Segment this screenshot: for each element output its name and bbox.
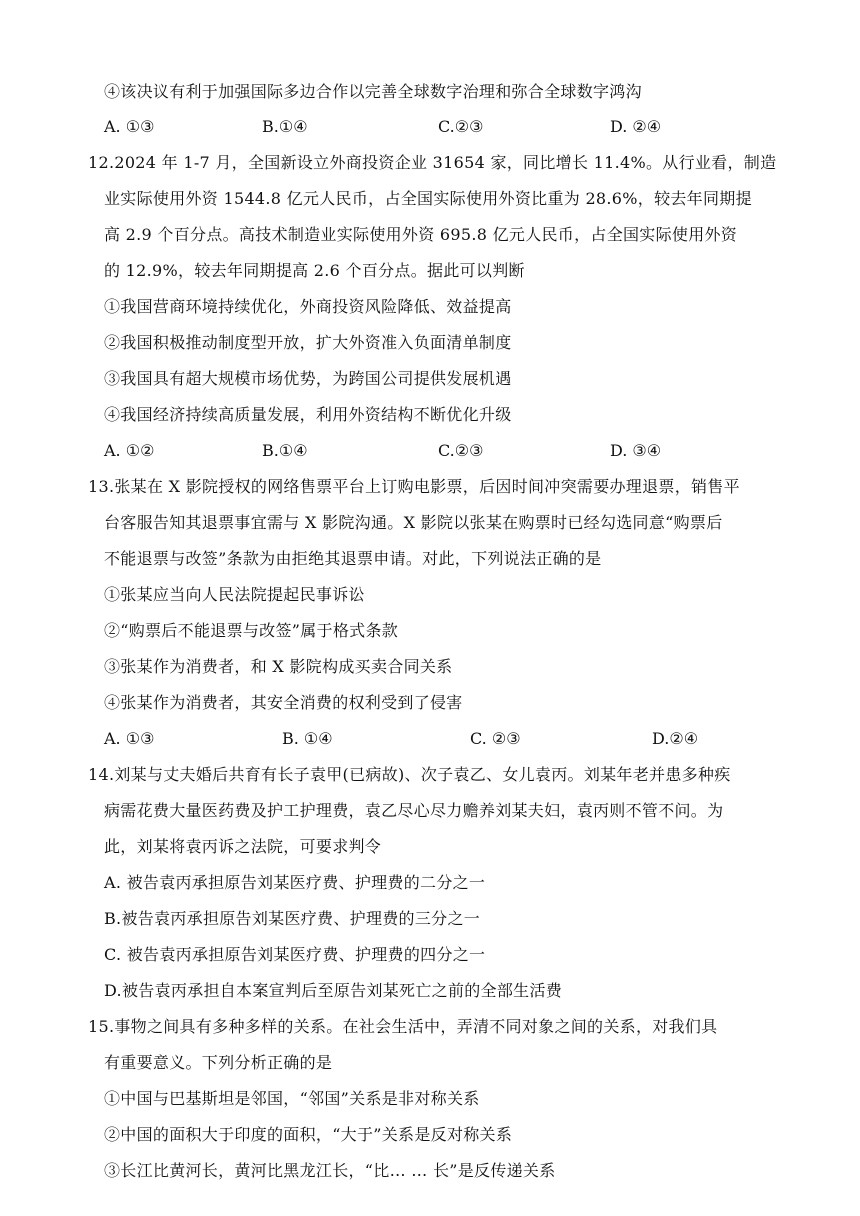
q14-stem-line-3: 此，刘某将袁丙诉之法院，可要求判令 <box>104 837 382 856</box>
q12-item-2: ②我国积极推动制度型开放，扩大外资准入负面清单制度 <box>104 333 512 352</box>
q15-item-3: ③长江比黄河长，黄河比黑龙江长，“比… … 长”是反传递关系 <box>104 1161 556 1180</box>
q12-item-1: ①我国营商环境持续优化，外商投资风险降低、效益提高 <box>104 297 512 316</box>
q14-option-c: C. 被告袁丙承担原告刘某医疗费、护理费的四分之一 <box>104 945 486 964</box>
q11-option-d: D. ②④ <box>610 117 662 136</box>
q14-stem-line-2: 病需花费大量医药费及护工护理费，袁乙尽心尽力赡养刘某夫妇，袁丙则不管不问。为 <box>104 801 724 820</box>
q12-item-4: ④我国经济持续高质量发展，利用外资结构不断优化升级 <box>104 405 512 424</box>
q11-option-b: B.①④ <box>262 117 308 136</box>
q12-option-d: D. ③④ <box>610 441 662 460</box>
q12-stem-line-4: 的 12.9%，较去年同期提高 2.6 个百分点。据此可以判断 <box>104 261 525 280</box>
q12-option-c: C.②③ <box>438 441 484 460</box>
q14-option-d: D.被告袁丙承担自本案宣判后至原告刘某死亡之前的全部生活费 <box>104 981 563 1000</box>
q12-option-b: B.①④ <box>262 441 308 460</box>
q13-stem-line-3: 不能退票与改签”条款为由拒绝其退票申请。对此，下列说法正确的是 <box>104 549 602 568</box>
q13-option-d: D.②④ <box>652 729 699 748</box>
q12-stem-line-1: 12.2024 年 1-7 月，全国新设立外商投资企业 31654 家，同比增长 11.4%。从行业看，制造 <box>88 153 777 172</box>
q13-item-2: ②“购票后不能退票与改签”属于格式条款 <box>104 621 399 640</box>
q13-item-3: ③张某作为消费者，和 X 影院构成买卖合同关系 <box>104 657 453 676</box>
q14-stem-line-1: 14.刘某与丈夫婚后共育有长子袁甲(已病故)、次子袁乙、女儿袁丙。刘某年老并患多种疾 <box>88 765 731 784</box>
q13-stem-line-1: 13.张某在 X 影院授权的网络售票平台上订购电影票，后因时间冲突需要办理退票，销售平 <box>88 477 740 496</box>
q12-item-3: ③我国具有超大规模市场优势，为跨国公司提供发展机遇 <box>104 369 512 388</box>
q12-option-a: A. ①② <box>104 441 155 460</box>
q14-option-b: B.被告袁丙承担原告刘某医疗费、护理费的三分之一 <box>104 909 481 928</box>
q13-stem-line-2: 台客服告知其退票事宜需与 X 影院沟通。X 影院以张某在购票时已经勾选同意“购票后 <box>104 513 723 532</box>
q11-item-4: ④该决议有利于加强国际多边合作以完善全球数字治理和弥合全球数字鸿沟 <box>104 82 642 101</box>
q12-stem-line-2: 业实际使用外资 1544.8 亿元人民币，占全国实际使用外资比重为 28.6%，较去年同期提 <box>104 189 752 208</box>
q13-option-b: B. ①④ <box>282 729 333 748</box>
q12-stem-line-3: 高 2.9 个百分点。高技术制造业实际使用外资 695.8 亿元人民币，占全国实际使用外资 <box>104 225 738 244</box>
q15-stem-line-2: 有重要意义。下列分析正确的是 <box>104 1053 333 1072</box>
q13-option-a: A. ①③ <box>104 729 155 748</box>
q15-item-1: ①中国与巴基斯坦是邻国，“邻国”关系是非对称关系 <box>104 1089 480 1108</box>
q13-item-4: ④张某作为消费者，其安全消费的权利受到了侵害 <box>104 693 463 712</box>
q11-option-c: C.②③ <box>438 117 484 136</box>
q13-option-c: C. ②③ <box>470 729 521 748</box>
q13-item-1: ①张某应当向人民法院提起民事诉讼 <box>104 585 365 604</box>
q14-option-a: A. 被告袁丙承担原告刘某医疗费、护理费的二分之一 <box>104 873 486 892</box>
q15-item-2: ②中国的面积大于印度的面积，“大于”关系是反对称关系 <box>104 1125 513 1144</box>
q11-option-a: A. ①③ <box>104 117 155 136</box>
q15-stem-line-1: 15.事物之间具有多种多样的关系。在社会生活中，弄清不同对象之间的关系，对我们具 <box>88 1017 718 1036</box>
